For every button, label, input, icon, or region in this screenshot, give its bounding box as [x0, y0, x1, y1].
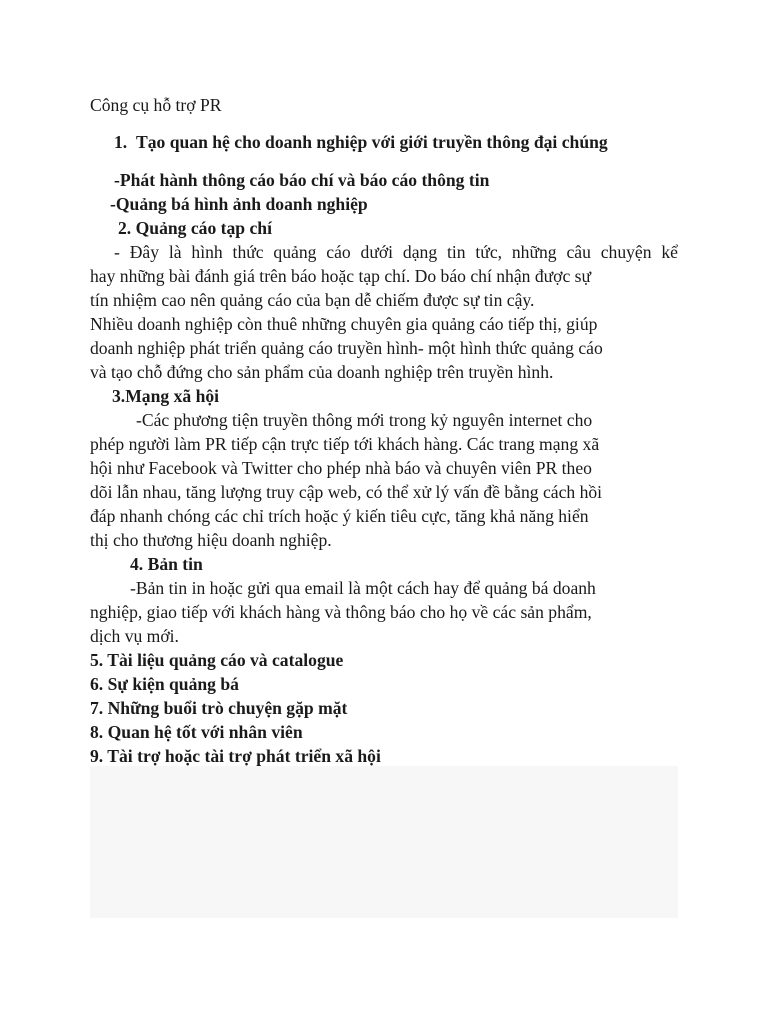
- section-1-item-b: -Quảng bá hình ảnh doanh nghiệp: [110, 194, 368, 214]
- section-4-para-line: dịch vụ mới.: [90, 626, 179, 646]
- section-2-para2-line: Nhiều doanh nghiệp còn thuê những chuyên gia quảng cáo tiếp thị, giúp: [90, 314, 598, 334]
- section-1-number: 1.: [114, 132, 128, 152]
- section-4-para-line: -Bản tin in hoặc gửi qua email là một cách hay để quảng bá doanh: [130, 578, 596, 598]
- section-4-paragraph: [90, 576, 678, 648]
- section-2-para1-line: tín nhiệm cao nên quảng cáo của bạn dễ chiếm được sự tin cậy.: [90, 290, 535, 310]
- list-item-8: 8. Quan hệ tốt với nhân viên: [90, 722, 303, 742]
- section-3-para-line: đáp nhanh chóng các chỉ trích hoặc ý kiến tiêu cực, tăng khả năng hiển: [90, 506, 589, 526]
- list-item-6: 6. Sự kiện quảng bá: [90, 674, 239, 694]
- section-2-paragraph-2: [90, 312, 678, 384]
- section-4-heading: 4. Bản tin: [130, 554, 203, 574]
- section-2-paragraph-1: [90, 240, 678, 312]
- section-3-para-line: dõi lẫn nhau, tăng lượng truy cập web, có thể xử lý vấn đề bằng cách hồi: [90, 482, 603, 502]
- section-1-heading-text: Tạo quan hệ cho doanh nghiệp với giới truyền thông đại chúng: [136, 132, 608, 152]
- section-2-para1-line: - Đây là hình thức quảng cáo dưới dạng tin tức, những câu chuyện kể: [114, 242, 678, 262]
- section-3-para-line: phép người làm PR tiếp cận trực tiếp tới khách hàng. Các trang mạng xã: [90, 434, 600, 454]
- section-3-para-line: -Các phương tiện truyền thông mới trong kỷ nguyên internet cho: [136, 410, 593, 430]
- section-3-para-line: thị cho thương hiệu doanh nghiệp.: [90, 530, 332, 550]
- section-1-heading: [90, 130, 678, 154]
- section-2-para2-line: và tạo chỗ đứng cho sản phẩm của doanh nghiệp trên truyền hình.: [90, 362, 554, 382]
- section-2-heading: 2. Quảng cáo tạp chí: [118, 218, 272, 238]
- section-3-heading: 3.Mạng xã hội: [112, 386, 220, 406]
- section-1-item-a: -Phát hành thông cáo báo chí và báo cáo thông tin: [114, 170, 490, 190]
- list-item-7: 7. Những buổi trò chuyện gặp mặt: [90, 698, 348, 718]
- list-item-5: 5. Tài liệu quảng cáo và catalogue: [90, 650, 344, 670]
- section-3-paragraph: [90, 408, 678, 552]
- section-2-para1-line: hay những bài đánh giá trên báo hoặc tạp chí. Do báo chí nhận được sự: [90, 266, 592, 286]
- list-item-9: 9. Tài trợ hoặc tài trợ phát triển xã hội: [90, 746, 381, 766]
- blank-content-area: [90, 766, 678, 918]
- document-title: Công cụ hỗ trợ PR: [90, 95, 222, 115]
- section-4-para-line: nghiệp, giao tiếp với khách hàng và thông báo cho họ về các sản phẩm,: [90, 602, 592, 622]
- section-3-para-line: hội như Facebook và Twitter cho phép nhà báo và chuyên viên PR theo: [90, 458, 592, 478]
- section-2-para2-line: doanh nghiệp phát triển quảng cáo truyền hình- một hình thức quảng cáo: [90, 338, 603, 358]
- document-page: [90, 93, 678, 768]
